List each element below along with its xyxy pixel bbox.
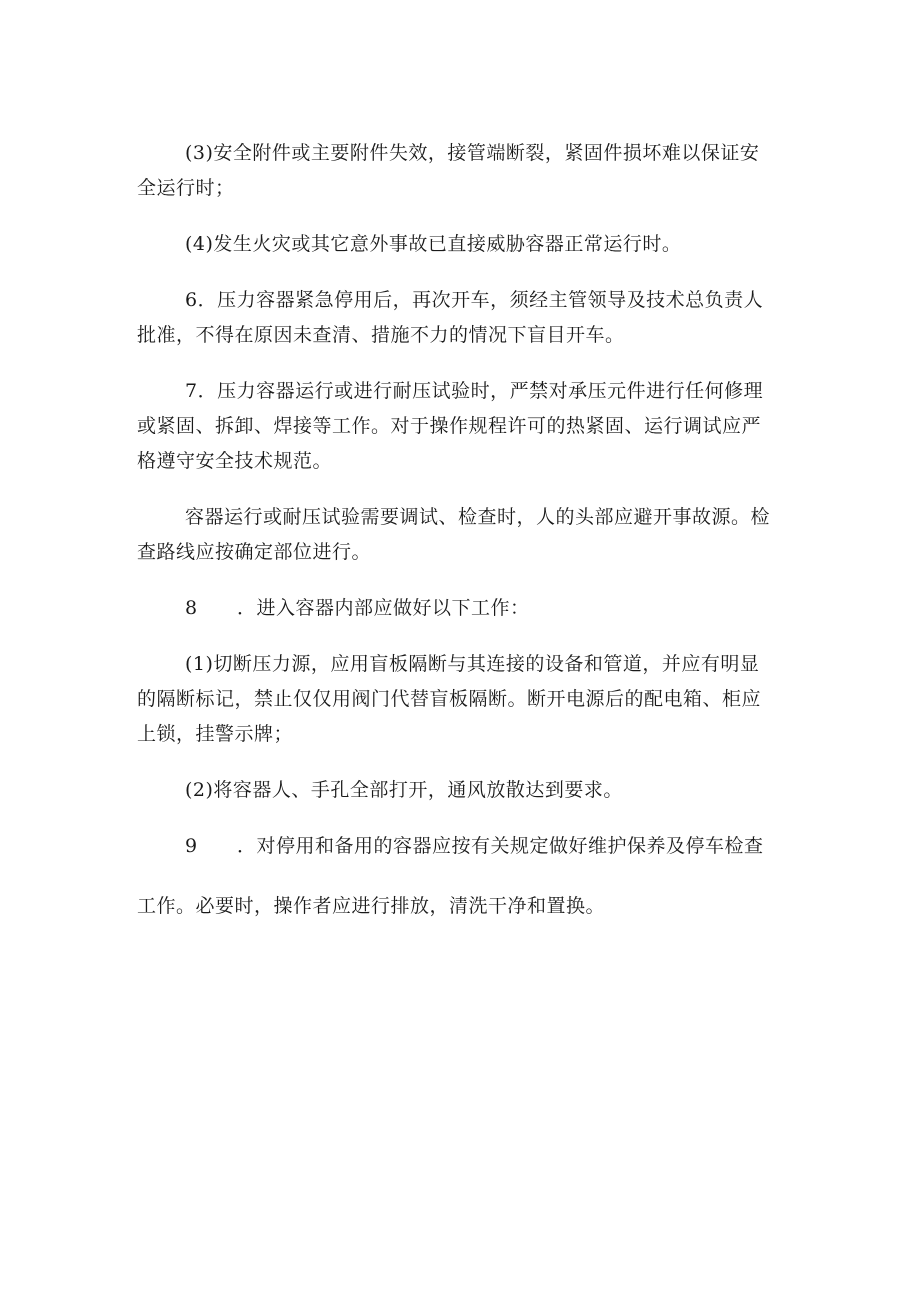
text-line: 上锁，挂警示牌； (137, 723, 294, 745)
text-line: 6．压力容器紧急停用后，再次开车，须经主管领导及技术总负责人 (185, 289, 764, 311)
text-line: ．进入容器内部应做好以下工作： (237, 597, 530, 619)
paragraph-item-3 (137, 136, 787, 206)
text-line: 的隔断标记，禁止仅仅用阀门代替盲板隔断。断开电源后的配电箱、柜应 (137, 688, 762, 710)
paragraph-item-2 (137, 773, 787, 808)
paragraph-section-8 (137, 591, 787, 626)
paragraph-inspection-note (137, 500, 787, 570)
text-line: 工作。必要时，操作者应进行排放，清洗干净和置换。 (137, 895, 606, 917)
text-line: (1)切断压力源，应用盲板隔断与其连接的设备和管道，并应有明显 (185, 653, 760, 675)
text-line: ．对停用和备用的容器应按有关规定做好维护保养及停车检查 (237, 835, 764, 857)
text-line: (2)将容器人、手孔全部打开，通风放散达到要求。 (185, 779, 623, 801)
paragraph-item-1 (137, 647, 787, 752)
text-line: (4)发生火灾或其它意外事故已直接威胁容器正常运行时。 (185, 233, 682, 255)
text-line: 容器运行或耐压试验需要调试、检查时，人的头部应避开事故源。检 (185, 506, 771, 528)
text-line: 或紧固、拆卸、焊接等工作。对于操作规程许可的热紧固、运行调试应严 (137, 415, 762, 437)
paragraph-section-7 (137, 374, 787, 479)
paragraph-section-6 (137, 283, 787, 353)
text-line: 查路线应按确定部位进行。 (137, 541, 372, 563)
document-body (137, 136, 787, 924)
text-line: (3)安全附件或主要附件失效，接管端断裂，紧固件损坏难以保证安 (185, 142, 760, 164)
text-line: 批准，不得在原因未查清、措施不力的情况下盲目开车。 (137, 324, 625, 346)
text-line: 7．压力容器运行或进行耐压试验时，严禁对承压元件进行任何修理 (185, 380, 764, 402)
section-number: 9 (185, 835, 198, 857)
section-number: 8 (185, 597, 198, 619)
text-line: 全运行时； (137, 177, 235, 199)
paragraph-item-4 (137, 227, 787, 262)
text-line: 格遵守安全技术规范。 (137, 450, 333, 472)
paragraph-section-9 (137, 829, 787, 924)
